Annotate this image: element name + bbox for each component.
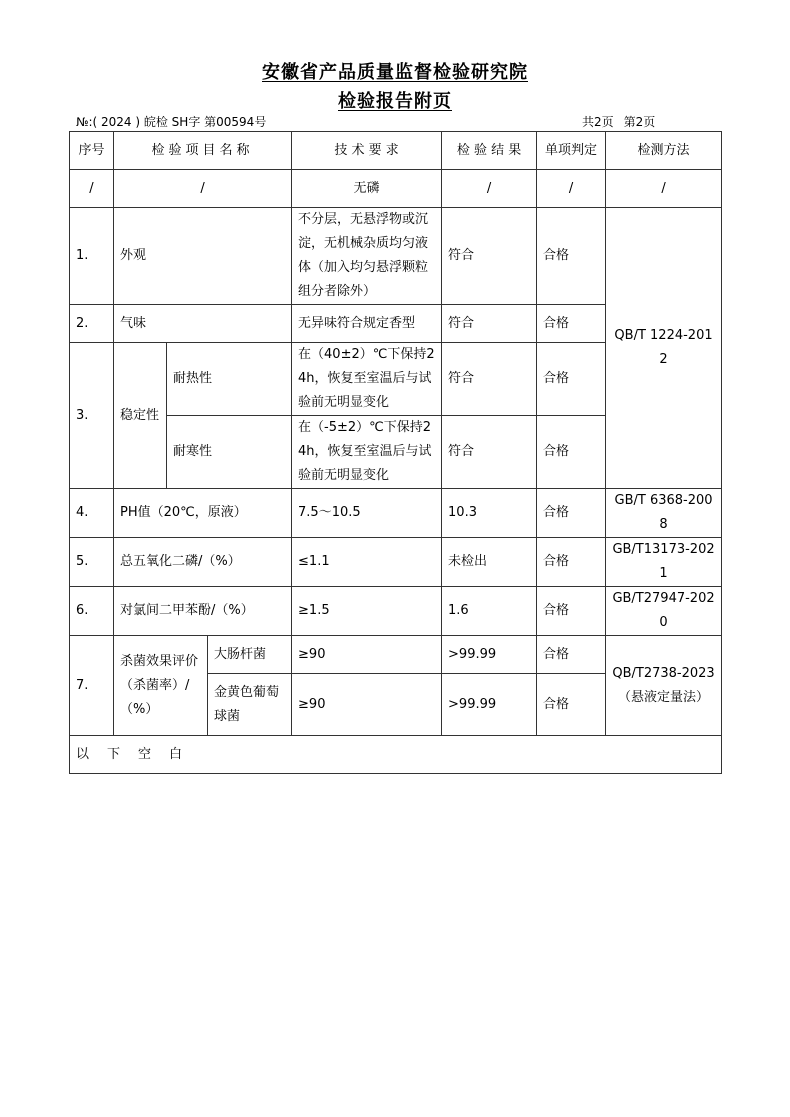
cell-method: GB/T27947-2020	[606, 587, 722, 636]
cell-seq: 4.	[70, 489, 114, 538]
cell-method: GB/T 6368-2008	[606, 489, 722, 538]
report-number: №:( 2024 ) 皖检 SH字 第00594号	[76, 115, 267, 129]
table-footer-row	[70, 736, 722, 774]
cell-requirement: 无异味符合规定香型	[292, 305, 442, 343]
cell-requirement: 7.5～10.5	[292, 489, 442, 538]
table-row	[70, 208, 722, 305]
cell-seq: 1.	[70, 208, 114, 305]
cell-judgement: 合格	[537, 305, 606, 343]
cell-requirement: ≥90	[292, 636, 442, 674]
cell-seq: /	[70, 170, 114, 208]
col-header-judgement: 单项判定	[537, 132, 606, 170]
cell-method-merged	[606, 636, 722, 736]
cell-item: 外观	[114, 208, 292, 305]
cell-result: >99.99	[442, 636, 537, 674]
cell-judgement: 合格	[537, 538, 606, 587]
cell-item: 稳定性	[114, 343, 167, 489]
cell-method: GB/T13173-2021	[606, 538, 722, 587]
cell-seq: 3.	[70, 343, 114, 489]
cell-result: 10.3	[442, 489, 537, 538]
cell-seq: 7.	[70, 636, 114, 736]
page-indicator	[582, 113, 665, 130]
institute-title: 安徽省产品质量监督检验研究院	[262, 62, 528, 83]
cell-judgement: 合格	[537, 674, 606, 736]
cell-requirement: 无磷	[292, 170, 442, 208]
cell-requirement: ≤1.1	[292, 538, 442, 587]
cell-item: 对氯间二甲苯酚/（%）	[114, 587, 292, 636]
col-header-requirement: 技 术 要 求	[292, 132, 442, 170]
cell-requirement: ≥90	[292, 674, 442, 736]
blank-below-note: 以下空白	[70, 736, 722, 774]
cell-judgement: 合格	[537, 489, 606, 538]
col-header-item: 检验项目名称	[114, 132, 292, 170]
cell-judgement: 合格	[537, 587, 606, 636]
cell-result: /	[442, 170, 537, 208]
table-row	[70, 636, 722, 674]
cell-item: 杀菌效果评价（杀菌率）/（%）	[114, 636, 208, 736]
cell-item: /	[114, 170, 292, 208]
col-header-result: 检 验 结 果	[442, 132, 537, 170]
cell-requirement: ≥1.5	[292, 587, 442, 636]
cell-subitem: 耐寒性	[167, 416, 292, 489]
cell-judgement: 合格	[537, 416, 606, 489]
cell-seq: 2.	[70, 305, 114, 343]
cell-judgement: 合格	[537, 343, 606, 416]
cell-result: 未检出	[442, 538, 537, 587]
cell-result: >99.99	[442, 674, 537, 736]
table-row	[70, 489, 722, 538]
cell-subitem: 大肠杆菌	[208, 636, 292, 674]
cell-method: /	[606, 170, 722, 208]
total-pages: 共2页	[582, 115, 614, 129]
cell-requirement: 在（-5±2）℃下保持24h，恢复至室温后与试验前无明显变化	[292, 416, 442, 489]
method-note: （悬液定量法）	[618, 689, 710, 705]
table-row	[70, 587, 722, 636]
cell-judgement: /	[537, 170, 606, 208]
cell-result: 符合	[442, 305, 537, 343]
cell-result: 符合	[442, 343, 537, 416]
cell-item: PH值（20℃，原液）	[114, 489, 292, 538]
cell-result: 符合	[442, 208, 537, 305]
col-header-method: 检测方法	[606, 132, 722, 170]
cell-judgement: 合格	[537, 636, 606, 674]
cell-subitem: 金黄色葡萄球菌	[208, 674, 292, 736]
cell-subitem: 耐热性	[167, 343, 292, 416]
cell-requirement: 不分层，无悬浮物或沉淀，无机械杂质均匀液体（加入均匀悬浮颗粒组分者除外）	[292, 208, 442, 305]
cell-judgement: 合格	[537, 208, 606, 305]
table-header-row	[70, 132, 722, 170]
cell-seq: 6.	[70, 587, 114, 636]
cell-item: 总五氧化二磷/（%）	[114, 538, 292, 587]
cell-item: 气味	[114, 305, 292, 343]
cell-method-merged: QB/T 1224-2012	[606, 208, 722, 489]
col-header-seq: 序号	[70, 132, 114, 170]
cell-requirement: 在（40±2）℃下保持24h，恢复至室温后与试验前无明显变化	[292, 343, 442, 416]
page-number: 第2页	[623, 115, 656, 129]
report-subtitle: 检验报告附页	[338, 91, 452, 112]
cell-result: 符合	[442, 416, 537, 489]
cell-result: 1.6	[442, 587, 537, 636]
table-row	[70, 170, 722, 208]
table-row	[70, 538, 722, 587]
cell-seq: 5.	[70, 538, 114, 587]
inspection-table	[69, 131, 722, 774]
method-code: QB/T2738-2023	[612, 665, 715, 681]
